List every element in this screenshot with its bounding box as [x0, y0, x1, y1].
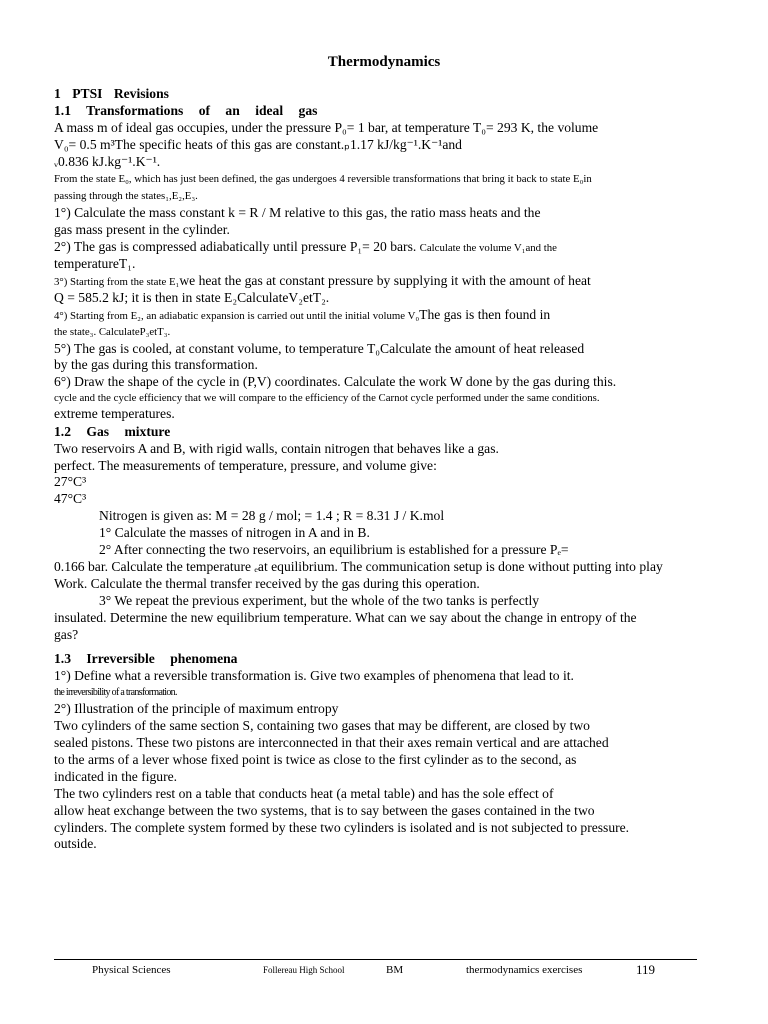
- text-segment: 3°) Starting from the state E₁: [54, 276, 180, 288]
- text-line: gas mass present in the cylinder.: [54, 222, 230, 237]
- text-line: the irreversibility of a transformation.: [54, 687, 177, 698]
- text-line: From the state E₀, which has just been defined, the gas undergoes 4 reversible transformations that bring it back to state E₀in: [54, 173, 592, 185]
- text-line: indicated in the figure.: [54, 769, 178, 784]
- text-line: 6°) Draw the shape of the cycle in (P,V) coordinates. Calculate the work W done by the gas during this.: [54, 374, 617, 389]
- text-line: gas?: [54, 627, 79, 642]
- footer-school: Follereau High School: [263, 965, 345, 975]
- text-line: outside.: [54, 836, 97, 851]
- text-line: cycle and the cycle efficiency that we will compare to the efficiency of the Carnot cycle performed under the same conditions.: [54, 392, 600, 404]
- text-line: passing through the states₁,E₂,E₃.: [54, 190, 198, 202]
- text-line: 2°) Illustration of the principle of maximum entropy: [54, 701, 339, 716]
- text-line: perfect. The measurements of temperature, pressure, and volume give:: [54, 458, 437, 473]
- text-line: extreme temperatures.: [54, 406, 175, 421]
- text-line: temperatureT₁.: [54, 256, 136, 271]
- text-line: insulated. Determine the new equilibrium temperature. What can we say about the change in entropy of the: [54, 610, 637, 625]
- text-line: A mass m of ideal gas occupies, under the pressure P₀= 1 bar, at temperature T₀= 293 K, the volume: [54, 120, 599, 135]
- text-line: 0.166 bar. Calculate the temperature ₑat equilibrium. The communication setup is done without putting into play: [54, 559, 663, 574]
- text-line: [54, 273, 591, 290]
- text-line: 2° After connecting the two reservoirs, an equilibrium is established for a pressure Pₑ=: [99, 542, 569, 557]
- text-segment: 4°) Starting from E₂, an adiabatic expansion is carried out until the initial volume V₀: [54, 310, 420, 322]
- text-line: by the gas during this transformation.: [54, 357, 258, 372]
- text-line: Two cylinders of the same section S, containing two gases that may be different, are closed by two: [54, 718, 590, 733]
- text-line: V₀= 0.5 m³The specific heats of this gas are constant.ₚ1.17 kJ/kg⁻¹.K⁻¹and: [54, 137, 462, 152]
- subsection-heading: 1.2 Gas mixture: [54, 424, 171, 439]
- page-title: Thermodynamics: [327, 54, 441, 70]
- text-line: 1°) Define what a reversible transformation is. Give two examples of phenomena that lead to it.: [54, 668, 574, 683]
- page-number: 119: [636, 962, 656, 977]
- subsection-heading: 1.3 Irreversible phenomena: [54, 651, 238, 666]
- text-line: the state₃. CalculateP₃etT₃.: [54, 326, 171, 338]
- text-line: [54, 239, 557, 256]
- text-line: Q = 585.2 kJ; it is then in state E₂CalculateV₂etT₂.: [54, 290, 330, 305]
- text-line: [54, 307, 550, 324]
- text-line: allow heat exchange between the two systems, that is to say between the gases contained in the two: [54, 803, 595, 818]
- text-segment: we heat the gas at constant pressure by supplying it with the amount of heat: [179, 273, 591, 288]
- text-line: 1°) Calculate the mass constant k = R / M relative to this gas, the ratio mass heats and the: [54, 205, 541, 220]
- text-line: 1° Calculate the masses of nitrogen in A and in B.: [99, 525, 370, 540]
- footer-divider: [54, 959, 697, 960]
- text-line: ᵥ0.836 kJ.kg⁻¹.K⁻¹.: [54, 154, 161, 169]
- text-line: 5°) The gas is cooled, at constant volume, to temperature T₀Calculate the amount of heat released: [54, 341, 585, 356]
- footer-subject: Physical Sciences: [92, 964, 171, 976]
- text-segment: 2°) The gas is compressed adiabatically until pressure P₁= 20 bars.: [54, 239, 417, 254]
- text-line: The two cylinders rest on a table that conducts heat (a metal table) and has the sole effect of: [54, 786, 554, 801]
- text-segment: Calculate the volume V₁and the: [419, 242, 557, 254]
- text-segment: The gas is then found in: [419, 307, 551, 322]
- text-line: 27°C³: [54, 474, 87, 489]
- text-line: to the arms of a lever whose fixed point is twice as close to the first cylinder as to the second, as: [54, 752, 577, 767]
- text-line: sealed pistons. These two pistons are interconnected in that their axes remain vertical and are attached: [54, 735, 609, 750]
- text-line: Nitrogen is given as: M = 28 g / mol; = 1.4 ; R = 8.31 J / K.mol: [99, 508, 445, 523]
- text-line: 3° We repeat the previous experiment, but the whole of the two tanks is perfectly: [99, 593, 540, 608]
- text-line: Two reservoirs A and B, with rigid walls, contain nitrogen that behaves like a gas.: [54, 441, 499, 456]
- section-heading: 1 PTSI Revisions: [54, 86, 169, 101]
- text-line: Work. Calculate the thermal transfer received by the gas during this operation.: [54, 576, 480, 591]
- footer-initials: BM: [386, 964, 404, 976]
- text-line: 47°C³: [54, 491, 87, 506]
- subsection-heading: 1.1 Transformations of an ideal gas: [54, 103, 318, 118]
- footer-doc-title: thermodynamics exercises: [466, 964, 583, 976]
- text-line: cylinders. The complete system formed by these two cylinders is isolated and is not subjected to pressure.: [54, 820, 630, 835]
